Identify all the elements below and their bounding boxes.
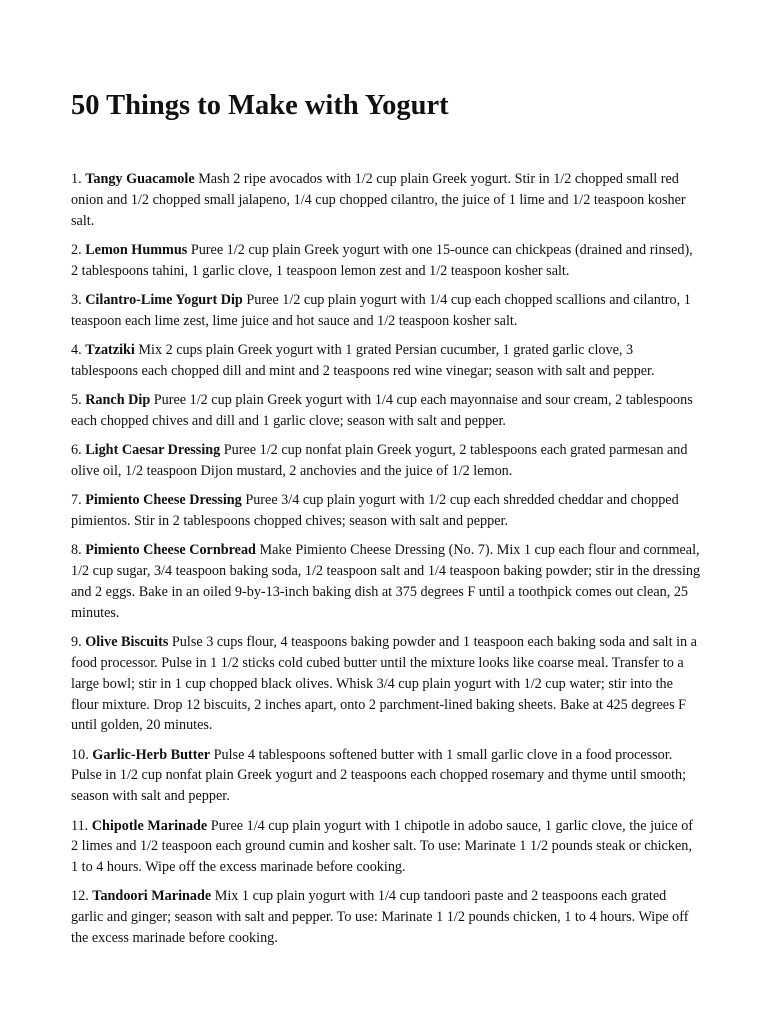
recipe-number: 2. <box>71 241 82 258</box>
recipe-item <box>71 169 701 231</box>
recipe-number: 4. <box>71 342 82 359</box>
recipe-item <box>71 816 701 878</box>
recipe-item <box>71 745 701 807</box>
recipe-item <box>71 290 701 332</box>
recipe-instructions: Mix 2 cups plain Greek yogurt with 1 grated Persian cucumber, 1 grated garlic clove, 3 tablespoons each chopped dill and mint and 2 teaspoons red wine vinegar; season with salt and pepper. <box>71 342 655 379</box>
recipe-item <box>71 340 701 382</box>
recipe-item <box>71 240 701 282</box>
recipe-number: 9. <box>71 634 82 651</box>
document-page <box>71 86 701 957</box>
recipe-list <box>71 169 701 949</box>
recipe-instructions: Puree 1/2 cup plain yogurt with 1/4 cup each chopped scallions and cilantro, 1 teaspoon each lime zest, lime juice and hot sauce and 1/2 teaspoon kosher salt. <box>71 291 691 329</box>
recipe-number: 11. <box>71 817 89 834</box>
recipe-number: 10. <box>71 746 89 763</box>
recipe-instructions: Pulse 3 cups flour, 4 teaspoons baking powder and 1 teaspoon each baking soda and salt in a food processor. Pulse in 1 1/2 sticks cold cubed butter until the mixture looks like coarse meal. Transfer to a large bowl; stir in 1 cup chopped black olives. Whisk 3/4 cup plain yogurt with 1/2 cup water; stir into the flour mixture. Drop 12 biscuits, 2 inches apart, onto 2 parchment-lined baking sheets. Bake at 425 degrees F until golden, 20 minutes. <box>71 634 697 734</box>
recipe-number: 12. <box>71 888 89 905</box>
recipe-instructions: Puree 1/2 cup nonfat plain Greek yogurt, 2 tablespoons each grated parmesan and olive oil, 1/2 teaspoon Dijon mustard, 2 anchovies and the juice of 1/2 lemon. <box>71 442 688 480</box>
recipe-number: 6. <box>71 442 82 459</box>
recipe-item <box>71 540 701 623</box>
recipe-name: Olive Biscuits <box>85 634 169 651</box>
recipe-name: Lemon Hummus <box>85 241 188 258</box>
recipe-name: Ranch Dip <box>85 392 151 409</box>
recipe-instructions: Make Pimiento Cheese Dressing (No. 7). Mix 1 cup each flour and cornmeal, 1/2 cup sugar, 3/4 teaspoon baking soda, 1/2 teaspoon salt and 1/4 teaspoon baking powder; stir in the dressing and 2 eggs. Bake in an oiled 9-by-13-inch baking dish at 375 degrees F until a toothpick comes out clean, 25 minutes. <box>71 542 701 621</box>
recipe-instructions: Mash 2 ripe avocados with 1/2 cup plain Greek yogurt. Stir in 1/2 chopped small red onion and 1/2 chopped small jalapeno, 1/4 cup chopped cilantro, the juice of 1 lime and 1/2 teaspoon kosher salt. <box>71 171 686 229</box>
recipe-item <box>71 390 701 432</box>
recipe-item <box>71 632 701 736</box>
recipe-name: Garlic-Herb Butter <box>92 746 211 763</box>
recipe-number: 3. <box>71 291 82 308</box>
page-title: 50 Things to Make with Yogurt <box>71 90 449 121</box>
recipe-item <box>71 490 701 532</box>
recipe-item <box>71 886 701 948</box>
recipe-instructions: Puree 3/4 cup plain yogurt with 1/2 cup each shredded cheddar and chopped pimientos. Stir in 2 tablespoons chopped chives; season with salt and pepper. <box>71 492 679 530</box>
recipe-name: Tandoori Marinade <box>92 888 212 905</box>
recipe-instructions: Puree 1/2 cup plain Greek yogurt with one 15-ounce can chickpeas (drained and rinsed), 2 tablespoons tahini, 1 garlic clove, 1 teaspoon lemon zest and 1/2 teaspoon kosher salt. <box>71 241 693 279</box>
recipe-name: Light Caesar Dressing <box>85 442 221 459</box>
recipe-instructions: Pulse 4 tablespoons softened butter with 1 small garlic clove in a food processor. Pulse in 1/2 cup nonfat plain Greek yogurt and 2 teaspoons each chopped rosemary and thyme until smooth; season with salt and pepper. <box>71 746 687 805</box>
recipe-number: 1. <box>71 171 82 187</box>
recipe-name: Tzatziki <box>85 342 135 359</box>
recipe-name: Chipotle Marinade <box>91 817 208 834</box>
recipe-item <box>71 440 701 482</box>
recipe-number: 5. <box>71 392 82 409</box>
recipe-number: 7. <box>71 492 82 509</box>
recipe-number: 8. <box>71 542 82 559</box>
recipe-instructions: Puree 1/4 cup plain yogurt with 1 chipotle in adobo sauce, 1 garlic clove, the juice of 2 limes and 1/2 teaspoon each ground cumin and kosher salt. To use: Marinate 1 1/2 pounds steak or chicken, 1 to 4 hours. Wipe off the excess marinade before cooking. <box>71 817 694 876</box>
recipe-name: Cilantro-Lime Yogurt Dip <box>85 291 243 308</box>
recipe-name: Pimiento Cheese Dressing <box>85 492 242 509</box>
recipe-instructions: Mix 1 cup plain yogurt with 1/4 cup tandoori paste and 2 teaspoons each grated garlic and ginger; season with salt and pepper. To use: Marinate 1 1/2 pounds chicken, 1 to 4 hours. Wipe off the excess marinade before cooking. <box>71 888 689 946</box>
recipe-instructions: Puree 1/2 cup plain Greek yogurt with 1/4 cup each mayonnaise and sour cream, 2 tablespoons each chopped chives and dill and 1 garlic clove; season with salt and pepper. <box>71 392 693 429</box>
recipe-name: Tangy Guacamole <box>85 171 195 187</box>
recipe-name: Pimiento Cheese Cornbread <box>85 542 256 559</box>
